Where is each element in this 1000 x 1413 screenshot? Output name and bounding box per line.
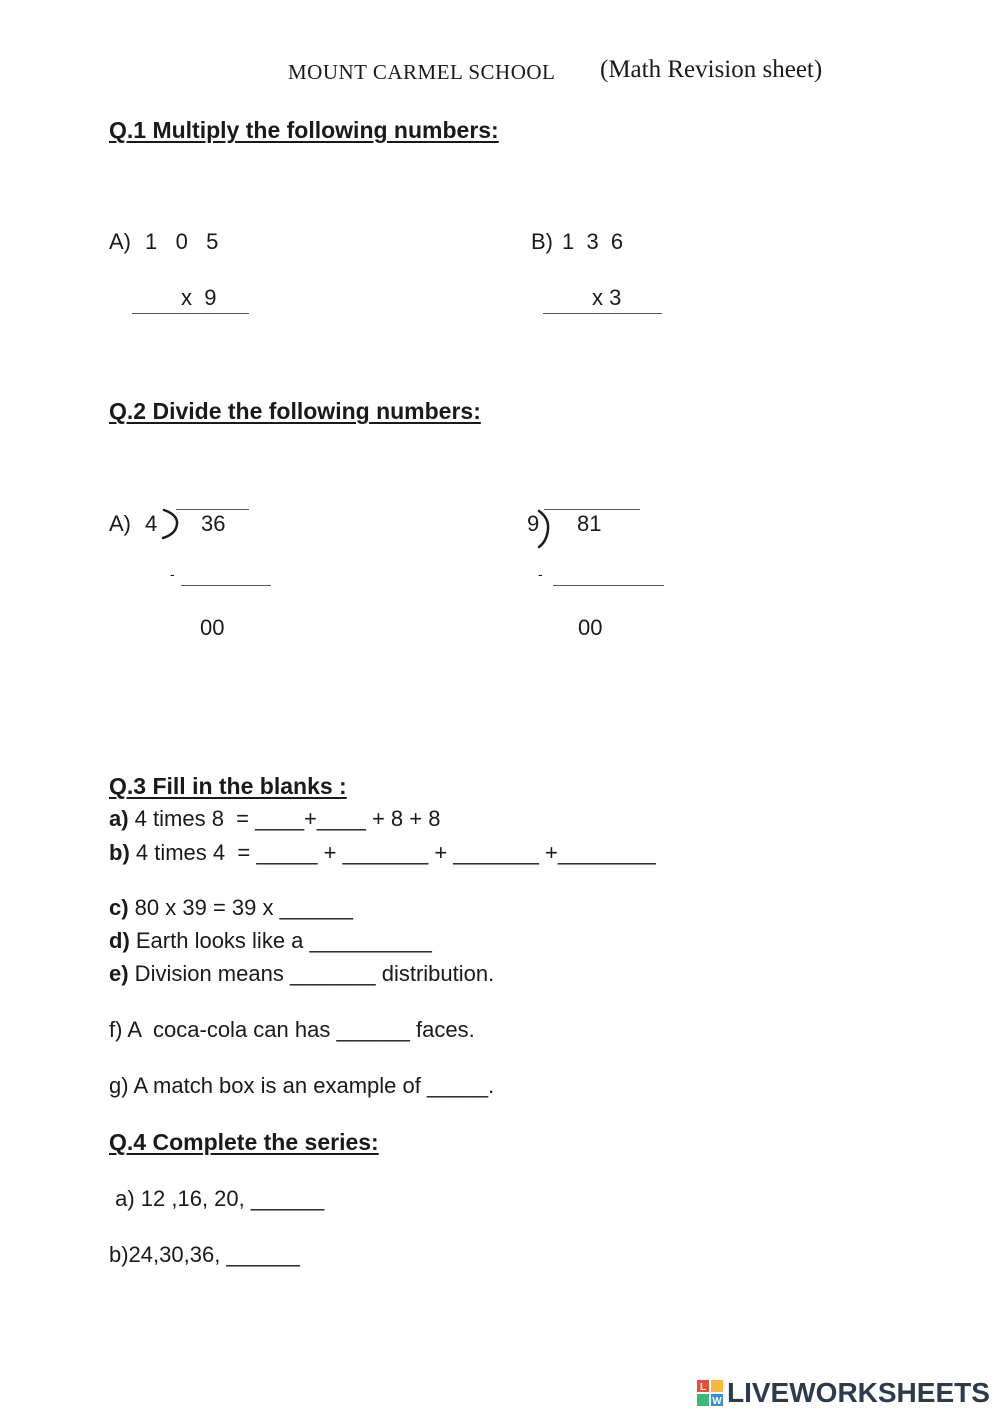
q3-item-f[interactable] (109, 1017, 475, 1043)
q3-item-text: f) A coca-cola can has ______ faces. (109, 1017, 475, 1042)
q1a-label: A) (109, 229, 131, 254)
q2b-minus-sign: - (538, 566, 543, 582)
q3-item-g[interactable] (109, 1073, 494, 1099)
q3-item-text: 4 times 4 = _____ + _______ + _______ +________ (129, 840, 656, 865)
q3-item-label: c) (109, 895, 129, 920)
q2a-label: A) (109, 511, 131, 536)
q3-item-text: 80 x 39 = 39 x ______ (128, 895, 354, 920)
q2b-division-bracket-icon (535, 508, 555, 550)
liveworksheets-icon (697, 1380, 723, 1406)
q3-item-label: e) (109, 961, 129, 986)
q3-item-label: a) (109, 806, 129, 831)
q2b-remainder: 00 (578, 615, 603, 640)
q4-heading: Q.4 Complete the series: (109, 1129, 379, 1155)
school-name: MOUNT CARMEL SCHOOL (288, 60, 556, 84)
q2a-division-bracket-icon (158, 507, 184, 541)
q4-item-b[interactable]: b)24,30,36, ______ (109, 1242, 300, 1267)
q1a-answer-line[interactable] (132, 313, 249, 314)
q2b-divisor: 9 (527, 511, 540, 536)
q1b-number: 1 3 6 (562, 229, 624, 254)
q1a-multiplier: x 9 (181, 285, 217, 310)
sheet-title: (Math Revision sheet) (600, 56, 823, 83)
brand-name: LIVEWORKSHEETS (727, 1377, 990, 1408)
q1a-number: 1 0 5 (145, 229, 219, 254)
q3-item-b[interactable] (109, 840, 656, 866)
q2a-minus-sign: - (170, 566, 175, 582)
q3-heading: Q.3 Fill in the blanks : (109, 773, 347, 799)
logo-letter-w: W (712, 1396, 722, 1406)
q4-item-a[interactable]: a) 12 ,16, 20, ______ (109, 1186, 325, 1211)
q3-item-c[interactable] (109, 895, 353, 921)
q3-item-a[interactable] (109, 806, 440, 832)
liveworksheets-logo (697, 1378, 990, 1408)
q3-item-label: b) (109, 840, 130, 865)
q3-item-text: Division means _______ distribution. (128, 961, 495, 986)
logo-letter-l: L (699, 1382, 707, 1393)
q3-item-text: g) A match box is an example of _____. (109, 1073, 495, 1098)
q2b-subtract-line[interactable] (553, 585, 664, 586)
q3-item-text: 4 times 8 = ____+____ + 8 + 8 (128, 806, 441, 831)
q1b-label: B) (531, 229, 553, 254)
q1b-answer-line[interactable] (543, 313, 662, 314)
q2a-divisor: 4 (145, 511, 158, 536)
q2a-remainder: 00 (200, 615, 225, 640)
q2a-subtract-line[interactable] (181, 585, 271, 586)
q1b-multiplier: x 3 (592, 285, 622, 310)
q1-heading: Q.1 Multiply the following numbers: (109, 117, 499, 143)
q3-item-text: Earth looks like a __________ (129, 928, 432, 953)
q3-item-d[interactable] (109, 928, 432, 954)
q2-heading: Q.2 Divide the following numbers: (109, 398, 481, 424)
q3-item-label: d) (109, 928, 130, 953)
q3-item-e[interactable] (109, 961, 494, 987)
q2a-dividend: 36 (201, 511, 226, 536)
q2b-division-bar (544, 509, 640, 510)
q2b-dividend: 81 (577, 511, 602, 536)
q2a-division-bar (176, 509, 249, 510)
